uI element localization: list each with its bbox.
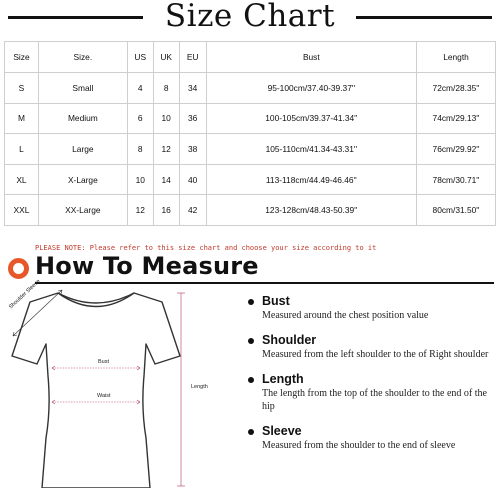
orange-ring-icon xyxy=(8,258,29,279)
cell-uk: 14 xyxy=(153,164,179,195)
header-us: US xyxy=(127,42,153,73)
cell-length: 80cm/31.50'' xyxy=(417,195,496,226)
how-to-measure-heading xyxy=(6,252,306,284)
label-waist: Waist xyxy=(97,393,111,399)
definition-shoulder xyxy=(248,333,496,361)
header-uk: UK xyxy=(153,42,179,73)
definition-desc: The length from the top of the shoulder to the end of the hip xyxy=(262,388,487,412)
header-size-name: Size. xyxy=(38,42,127,73)
title-rule-right xyxy=(356,16,492,19)
definition-length xyxy=(248,372,496,413)
cell-us: 8 xyxy=(127,134,153,165)
table-row xyxy=(5,134,496,165)
how-to-measure-title: How To Measure xyxy=(35,252,259,280)
cell-size-name: Medium xyxy=(38,103,127,134)
cell-size: XXL xyxy=(5,195,39,226)
cell-size: L xyxy=(5,134,39,165)
definition-sleeve xyxy=(248,424,496,452)
cell-us: 4 xyxy=(127,73,153,104)
cell-uk: 16 xyxy=(153,195,179,226)
bullet-icon xyxy=(248,429,254,435)
table-header-row xyxy=(5,42,496,73)
cell-eu: 42 xyxy=(179,195,206,226)
definition-desc: Measured from the left shoulder to the of Right shoulder xyxy=(262,349,489,360)
cell-size: XL xyxy=(5,164,39,195)
cell-size-name: X-Large xyxy=(38,164,127,195)
bullet-icon xyxy=(248,299,254,305)
cell-size-name: Large xyxy=(38,134,127,165)
cell-length: 76cm/29.92'' xyxy=(417,134,496,165)
header-size: Size xyxy=(5,42,39,73)
bullet-icon xyxy=(248,377,254,383)
header-length: Length xyxy=(417,42,496,73)
definition-term: Bust xyxy=(262,294,290,308)
cell-size-name: XX-Large xyxy=(38,195,127,226)
table-row xyxy=(5,195,496,226)
header-bust: Bust xyxy=(206,42,416,73)
header-eu: EU xyxy=(179,42,206,73)
tshirt-neckline xyxy=(58,293,134,307)
label-length: Length xyxy=(191,384,208,390)
cell-uk: 12 xyxy=(153,134,179,165)
page-title: Size Chart xyxy=(164,0,336,34)
cell-size: S xyxy=(5,73,39,104)
label-bust: Bust xyxy=(98,359,110,365)
cell-bust: 105-110cm/41.34-43.31'' xyxy=(206,134,416,165)
heading-underline xyxy=(35,282,494,284)
cell-us: 12 xyxy=(127,195,153,226)
cell-length: 78cm/30.71'' xyxy=(417,164,496,195)
definition-term: Shoulder xyxy=(262,333,317,347)
title-row xyxy=(0,0,500,34)
cell-length: 74cm/29.13'' xyxy=(417,103,496,134)
cell-bust: 113-118cm/44.49-46.46'' xyxy=(206,164,416,195)
cell-uk: 10 xyxy=(153,103,179,134)
measure-definitions xyxy=(248,294,496,463)
cell-eu: 38 xyxy=(179,134,206,165)
cell-size: M xyxy=(5,103,39,134)
tshirt-body-outline xyxy=(12,293,180,488)
size-table xyxy=(4,41,496,226)
table-row xyxy=(5,164,496,195)
label-shoulder-sleeve: Shoulder Sleeve xyxy=(8,278,42,311)
cell-eu: 40 xyxy=(179,164,206,195)
table-row xyxy=(5,103,496,134)
cell-size-name: Small xyxy=(38,73,127,104)
definition-term: Sleeve xyxy=(262,424,302,438)
cell-us: 6 xyxy=(127,103,153,134)
cell-us: 10 xyxy=(127,164,153,195)
tshirt-diagram xyxy=(0,278,230,488)
cell-eu: 36 xyxy=(179,103,206,134)
bullet-icon xyxy=(248,338,254,344)
table-row xyxy=(5,73,496,104)
size-note: PLEASE NOTE: Please refer to this size chart and choose your size according to it xyxy=(35,244,377,252)
definition-bust xyxy=(248,294,496,322)
cell-length: 72cm/28.35'' xyxy=(417,73,496,104)
cell-bust: 95-100cm/37.40-39.37'' xyxy=(206,73,416,104)
definition-desc: Measured from the shoulder to the end of sleeve xyxy=(262,440,456,451)
title-rule-left xyxy=(8,16,143,19)
definition-term: Length xyxy=(262,372,304,386)
cell-eu: 34 xyxy=(179,73,206,104)
cell-uk: 8 xyxy=(153,73,179,104)
definition-desc: Measured around the chest position value xyxy=(262,310,429,321)
cell-bust: 123-128cm/48.43-50.39'' xyxy=(206,195,416,226)
cell-bust: 100-105cm/39.37-41.34'' xyxy=(206,103,416,134)
